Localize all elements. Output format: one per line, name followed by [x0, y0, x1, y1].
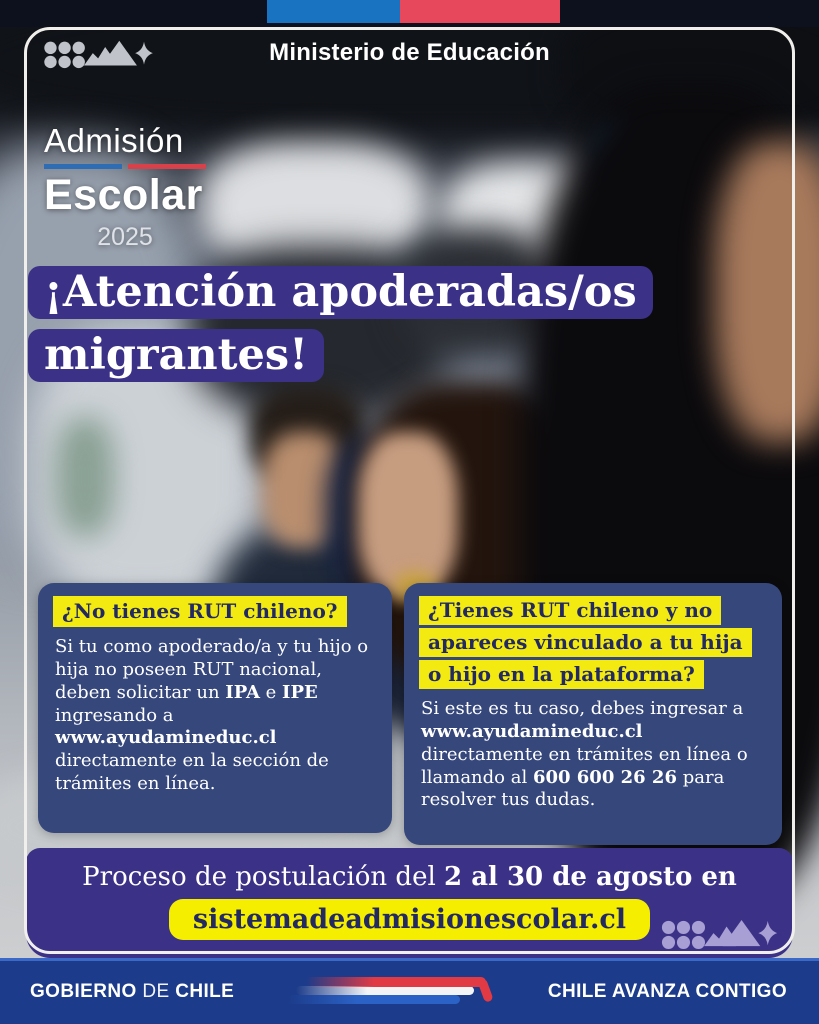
no-rut-box	[38, 583, 392, 833]
ribbon-white-stripe	[296, 986, 474, 995]
text-segment: e	[259, 681, 283, 703]
text-segment: 600 600 26 26	[532, 766, 677, 788]
headline	[28, 266, 653, 392]
text-segment: ingresando a	[55, 704, 174, 726]
underline-red-segment	[128, 164, 206, 169]
inline-url-link[interactable]: www.ayudamineduc.cl	[55, 727, 277, 749]
text-segment: directamente en la sección de trámites en línea.	[55, 750, 329, 795]
inline-url-link[interactable]: www.ayudamineduc.cl	[421, 720, 643, 742]
banner-prefix: Proceso de postulación del	[82, 862, 445, 892]
has-rut-title-line1: ¿Tienes RUT chileno y no	[419, 596, 721, 625]
gov-word-gobierno: GOBIERNO	[30, 981, 137, 1002]
slogan-label: CHILE AVANZA CONTIGO	[547, 981, 787, 1002]
admission-logo-year: 2025	[97, 223, 153, 251]
headline-line2: migrantes!	[28, 329, 324, 382]
no-rut-title: ¿No tienes RUT chileno?	[53, 596, 347, 627]
has-rut-box	[404, 583, 782, 845]
text-segment: IPA	[225, 681, 260, 703]
footer	[0, 958, 819, 1024]
admission-logo-line1: Admisión	[44, 122, 184, 159]
headline-line1: ¡Atención apoderadas/os	[28, 266, 653, 319]
admission-site-button[interactable]: sistemadeadmisionescolar.cl	[169, 899, 650, 940]
has-rut-title-line3: o hijo en la plataforma?	[419, 660, 704, 689]
gov-word-chile: CHILE	[175, 981, 235, 1002]
has-rut-body	[421, 698, 767, 812]
admission-logo-underline	[44, 164, 206, 169]
has-rut-title	[419, 596, 767, 689]
photo-blob	[715, 142, 819, 442]
has-rut-title-line2: apareces vinculado a tu hija	[419, 628, 752, 657]
text-segment: Si este es tu caso, debes ingresar a	[421, 698, 744, 719]
admission-escolar-logo	[44, 122, 206, 252]
application-period-text	[26, 848, 793, 892]
text-segment: IPE	[282, 681, 318, 703]
gov-word-de: DE	[142, 981, 170, 1002]
ribbon-red-stripe	[306, 977, 486, 987]
banner-dates: 2 al 30 de agosto en	[444, 862, 737, 892]
underline-blue-segment	[44, 164, 122, 169]
admission-logo-line2: Escolar	[44, 171, 203, 219]
photo-blob	[55, 417, 115, 537]
no-rut-body	[55, 636, 377, 796]
mineduc-logo-icon	[661, 918, 779, 950]
text-segment: Si tu como apoderado/a y tu hijo o hija no poseen RUT nacional, deben solicitar un	[55, 636, 369, 703]
application-period-banner	[26, 848, 793, 958]
ministry-header	[0, 36, 819, 70]
flag-red-block	[400, 0, 560, 23]
ministry-title: Ministerio de Educación	[269, 39, 550, 66]
mineduc-logo-icon	[40, 39, 158, 69]
top-strip	[0, 0, 819, 27]
chile-flag-ribbon-icon	[292, 977, 492, 1007]
gobierno-de-chile-label	[30, 981, 234, 1003]
ribbon-blue-stripe	[288, 995, 460, 1004]
text-segment: directamente en trámites en línea o llamando al	[421, 743, 748, 788]
ribbon-tip	[477, 978, 493, 1003]
flag-blue-block	[267, 0, 400, 23]
text-segment: para resolver tus dudas.	[421, 766, 725, 811]
